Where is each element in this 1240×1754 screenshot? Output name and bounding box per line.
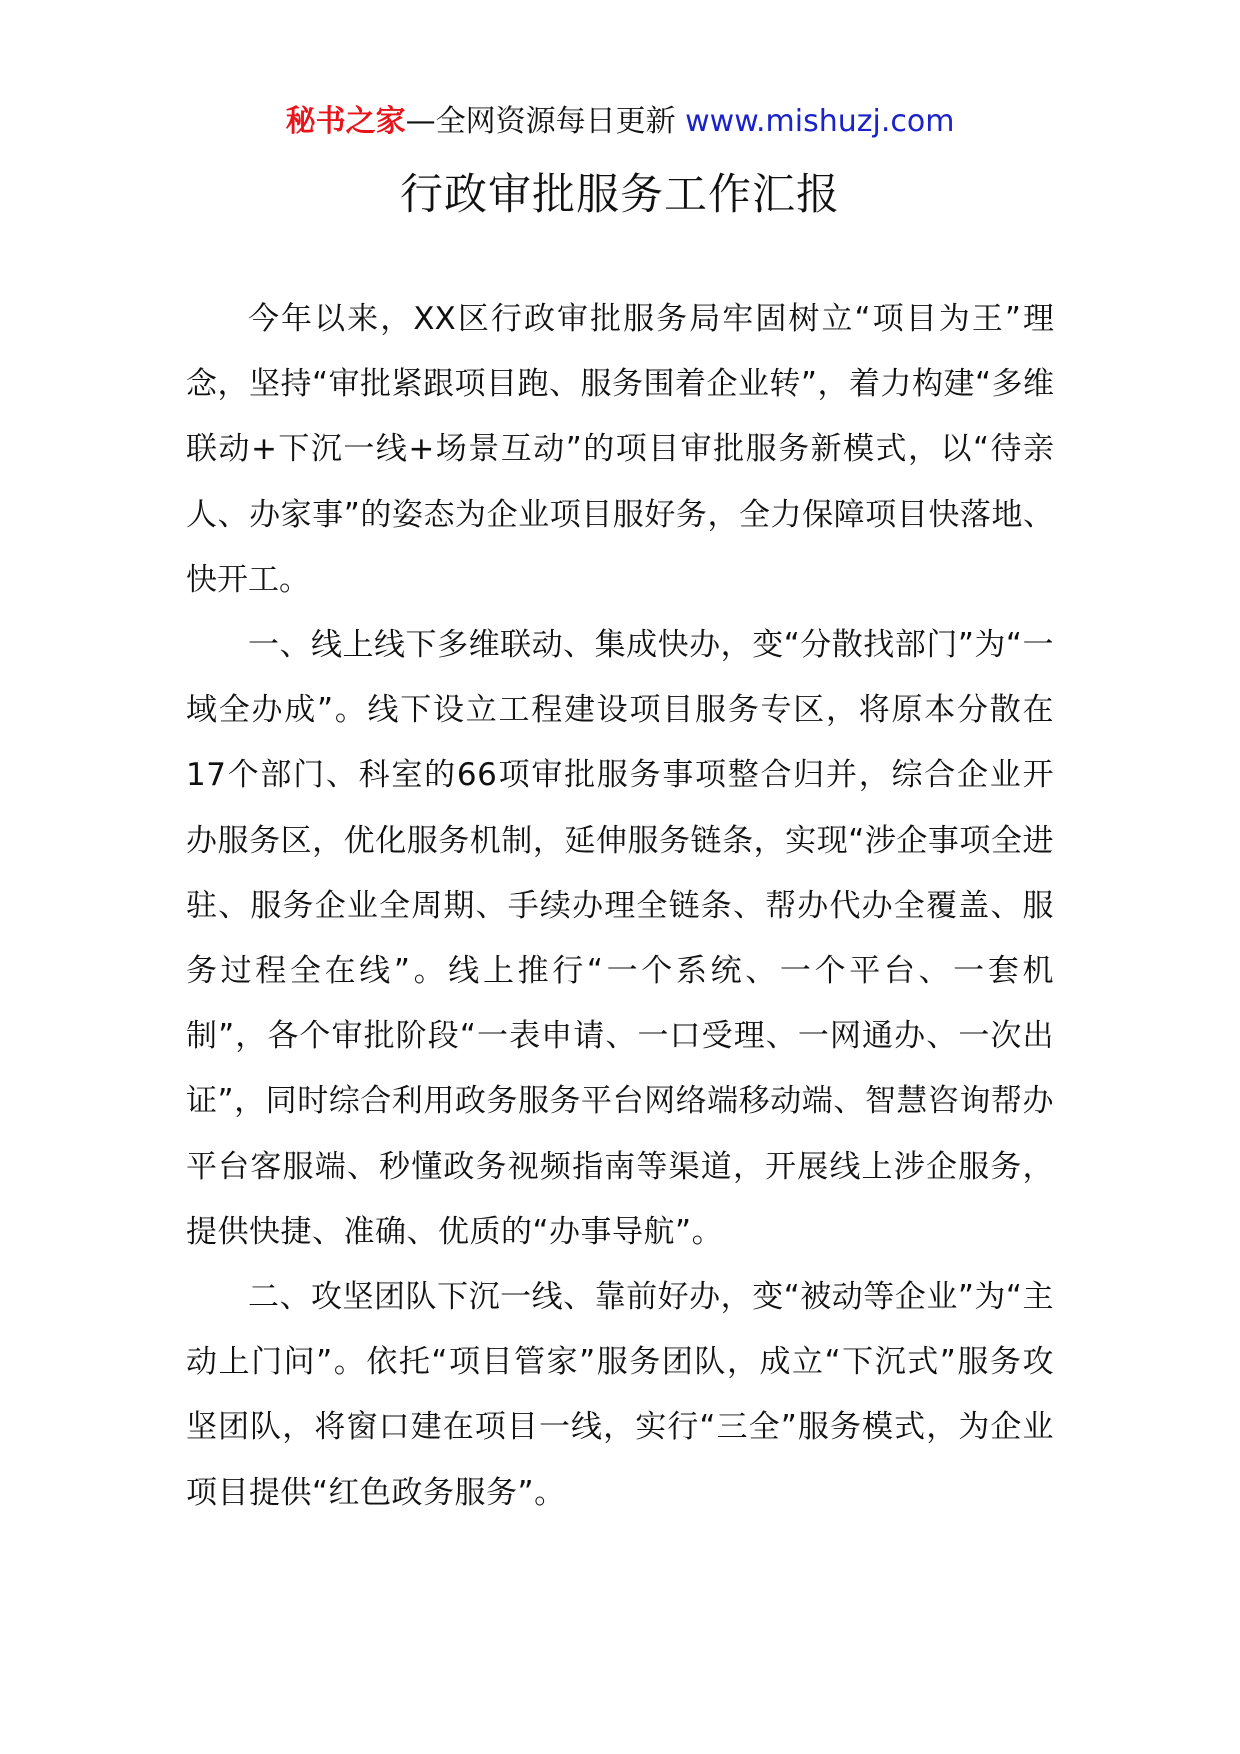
site-tagline: —全网资源每日更新 (405, 104, 676, 139)
site-url-link[interactable]: www.mishuzj.com (685, 104, 955, 139)
section-two-paragraph: 二、攻坚团队下沉一线、靠前好办，变“被动等企业”为“主动上门问”。依托“项目管家”服务团队，成立“下沉式”服务攻坚团队，将窗口建在项目一线，实行“三全”服务模式，为企业项目提供“红色政务服务”。 (186, 1279, 1054, 1511)
document-body (186, 287, 1054, 1526)
intro-paragraph: 今年以来，XX区行政审批服务局牢固树立“项目为王”理念，坚持“审批紧跟项目跑、服务围着企业转”，着力构建“多维联动+下沉一线+场景互动”的项目审批服务新模式，以“待亲人、办家事”的姿态为企业项目服好务，全力保障项目快落地、快开工。 (186, 301, 1054, 598)
document-title: 行政审批服务工作汇报 (400, 170, 840, 220)
section-one-paragraph: 一、线上线下多维联动、集成快办，变“分散找部门”为“一域全办成”。线下设立工程建设项目服务专区，将原本分散在17个部门、科室的66项审批服务事项整合归并，综合企业开办服务区，优化服务机制，延伸服务链条，实现“涉企事项全进驻、服务企业全周期、手续办理全链条、帮办代办全覆盖、服务过程全在线”。线上推行“一个系统、一个平台、一套机制”，各个审批阶段“一表申请、一口受理、一网通办、一次出证”，同时综合利用政务服务平台网络端移动端、智慧咨询帮办平台客服端、秒懂政务视频指南等渠道，开展线上涉企服务，提供快捷、准确、优质的“办事导航”。 (186, 627, 1054, 1250)
site-brand: 秘书之家 (285, 104, 406, 139)
site-header (0, 100, 1240, 144)
